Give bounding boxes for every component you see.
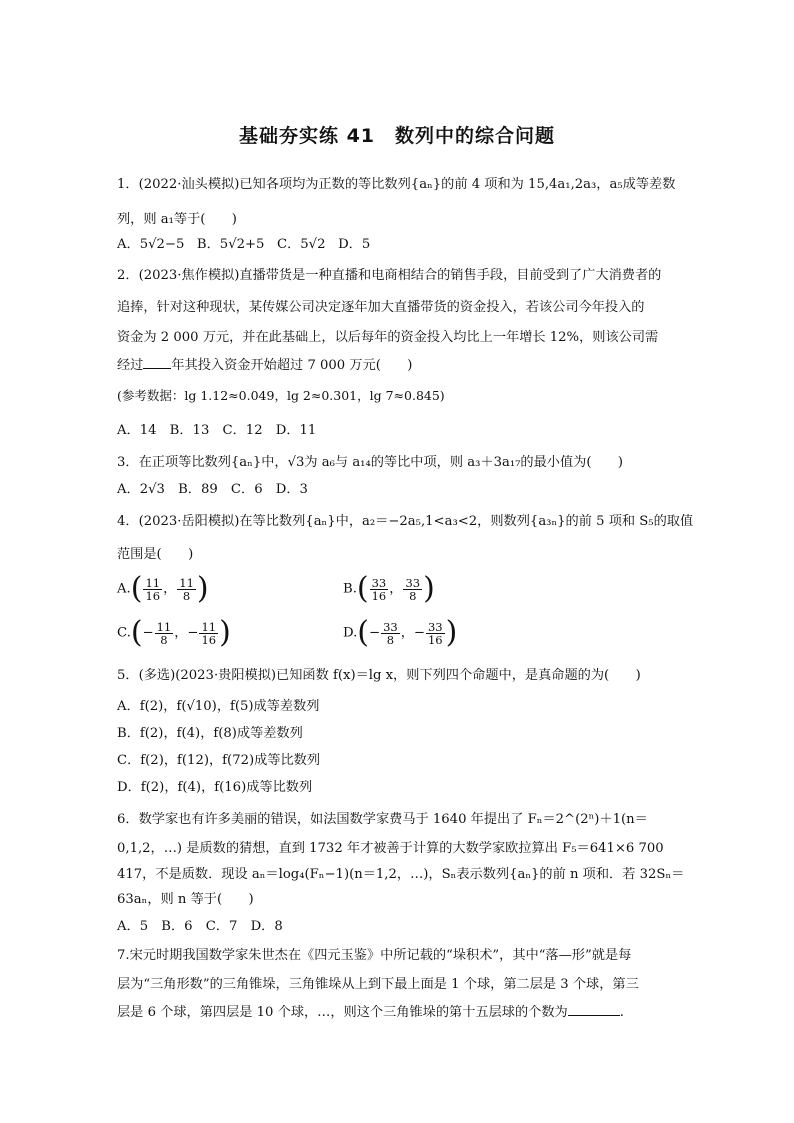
q3-options[interactable]: A．2√3 B．89 C．6 D．3 bbox=[117, 482, 308, 497]
q4-c-minus1: − bbox=[142, 625, 154, 641]
q3-line1: 3．在正项等比数列{aₙ}中，√3为 a₆与 a₁₄的等比中项，则 a₃＋3a₁₇的最小值为( ) bbox=[117, 455, 624, 470]
q5-option-d[interactable]: D．f(2)，f(4)，f(16)成等比数列 bbox=[117, 780, 313, 795]
q4-a-num1: 11 bbox=[145, 575, 161, 590]
q7-answer-blank[interactable] bbox=[568, 1003, 620, 1016]
q4-d-num2: 33 bbox=[427, 619, 443, 634]
q4-b-num2: 33 bbox=[405, 575, 421, 590]
q4-option-d[interactable]: D.(− $\frac{33}{8}$ ，− $\frac{33}{16}$ ) bbox=[343, 615, 458, 650]
q7-line1: 7.宋元时期我国数学家朱世杰在《四元玉鉴》中所记载的“垛积术”，其中“落—形”就是每 bbox=[117, 948, 632, 963]
q4-d-den1: 8 bbox=[386, 632, 395, 647]
q7-line2: 层为“三角形数”的三角锥垛，三角锥垛从上到下最上面是 1 个球，第二层是 3 个球，第三 bbox=[117, 977, 639, 992]
q4-option-b[interactable]: B.( $\frac{33}{16}$ ， $\frac{33}{8}$ ) bbox=[343, 571, 435, 606]
q1-option-c[interactable]: C．5√2 bbox=[277, 237, 326, 252]
q4-c-minus2: − bbox=[187, 625, 199, 641]
q2-line4-start: 经过 bbox=[117, 358, 144, 373]
q2-line4 bbox=[117, 356, 412, 375]
q4-c-num1: 11 bbox=[156, 619, 172, 634]
q1-line1: 1．(2022·汕头模拟)已知各项均为正数的等比数列{aₙ}的前 4 项和为 15,4a₁,2a₃，a₅成等差数 bbox=[117, 177, 676, 192]
q4-b-num1: 33 bbox=[371, 575, 387, 590]
q2-line2: 追捧，针对这种现状，某传媒公司决定逐年加大直播带货的资金投入，若该公司今年投入的 bbox=[117, 300, 645, 315]
q2-line3: 资金为 2 000 万元，并在此基础上，以后每年的资金投入均比上一年增长 12%，则该公司需 bbox=[117, 330, 659, 345]
q4-c-den2: 16 bbox=[201, 632, 217, 647]
q2-line1: 2．(2023·焦作模拟)直播带货是一种直播和电商相结合的销售手段，目前受到了广大消费者的 bbox=[117, 268, 662, 283]
q6-options[interactable]: A．5 B．6 C．7 D．8 bbox=[117, 919, 283, 934]
q2-line4-end: 年其投入资金开始超过 7 000 万元( ) bbox=[171, 358, 413, 373]
q1-option-d[interactable]: D．5 bbox=[338, 237, 371, 252]
q4-option-d-label: D. bbox=[343, 625, 358, 641]
q2-options[interactable]: A．14 B．13 C．12 D．11 bbox=[117, 423, 317, 438]
q4-option-b-label: B. bbox=[343, 581, 357, 597]
q4-c-den1: 8 bbox=[160, 632, 168, 647]
q1-option-b[interactable]: B．5√2+5 bbox=[196, 237, 265, 252]
q5-line1: 5．(多选)(2023·贵阳模拟)已知函数 f(x)＝lg x，则下列四个命题中，是真命题的为( ) bbox=[117, 668, 641, 683]
q6-line2: 0,1,2，…) 是质数的猜想，直到 1732 年才被善于计算的大数学家欧拉算出 F₅＝641×6 700 bbox=[117, 841, 664, 856]
q4-line2: 范围是( ) bbox=[117, 547, 194, 562]
q4-d-den2: 16 bbox=[427, 632, 443, 647]
q7-line3-text: 层是 6 个球，第四层是 10 个球，…，则这个三角锥垛的第十五层球的个数为 bbox=[117, 1005, 568, 1020]
q5-option-b[interactable]: B．f(2)，f(4)，f(8)成等差数列 bbox=[117, 726, 303, 741]
page-title: 基础夯实练 41 数列中的综合问题 bbox=[238, 125, 556, 147]
q4-c-num2: 11 bbox=[201, 619, 217, 634]
q4-d-minus1: − bbox=[369, 625, 381, 641]
q1-line2: 列，则 a₁等于( ) bbox=[117, 212, 237, 227]
q4-line1: 4．(2023·岳阳模拟)在等比数列{aₙ}中，a₂＝−2a₅,1<a₃<2，则数列{a₃ₙ}的前 5 项和 S₅的取值 bbox=[117, 514, 694, 529]
q4-a-den2: 8 bbox=[182, 588, 191, 603]
q4-option-c[interactable]: C.(− $\frac{11}{8}$ ，− $\frac{11}{16}$ ) bbox=[117, 615, 231, 650]
q4-option-a-label: A. bbox=[117, 581, 131, 597]
q4-option-c-label: C. bbox=[117, 625, 131, 641]
q7-line3 bbox=[117, 1003, 624, 1022]
q6-line3: 417，不是质数．现设 aₙ＝log₄(Fₙ−1)(n＝1,2，…)，Sₙ表示数列{aₙ}的前 n 项和．若 32Sₙ＝ bbox=[117, 867, 685, 882]
q6-line4: 63aₙ，则 n 等于( ) bbox=[117, 892, 254, 907]
q2-reference-data: (参考数据：lg 1.12≈0.049，lg 2≈0.301，lg 7≈0.845) bbox=[117, 388, 445, 403]
q4-d-minus2: − bbox=[413, 625, 425, 641]
q4-a-num2: 11 bbox=[179, 575, 194, 590]
q4-a-den1: 16 bbox=[145, 588, 161, 603]
q5-option-c[interactable]: C．f(2)，f(12)，f(72)成等比数列 bbox=[117, 753, 321, 768]
q5-option-a[interactable]: A．f(2)，f(√10)，f(5)成等差数列 bbox=[117, 699, 320, 714]
q2-answer-blank[interactable] bbox=[143, 356, 171, 369]
q4-option-a[interactable]: A.( $\frac{11}{16}$ ， $\frac{11}{8}$ ) bbox=[117, 571, 209, 606]
q1-options bbox=[117, 236, 370, 254]
q4-b-den1: 16 bbox=[371, 588, 387, 603]
q6-line1: 6．数学家也有许多美丽的错误，如法国数学家费马于 1640 年提出了 Fₙ＝2^(2ⁿ)＋1(n＝ bbox=[117, 812, 648, 827]
q4-d-num1: 33 bbox=[383, 619, 398, 634]
q4-b-den2: 8 bbox=[409, 588, 417, 603]
q1-option-a[interactable]: A．5√2−5 bbox=[117, 237, 185, 252]
q7-line3-end: . bbox=[619, 1005, 624, 1020]
